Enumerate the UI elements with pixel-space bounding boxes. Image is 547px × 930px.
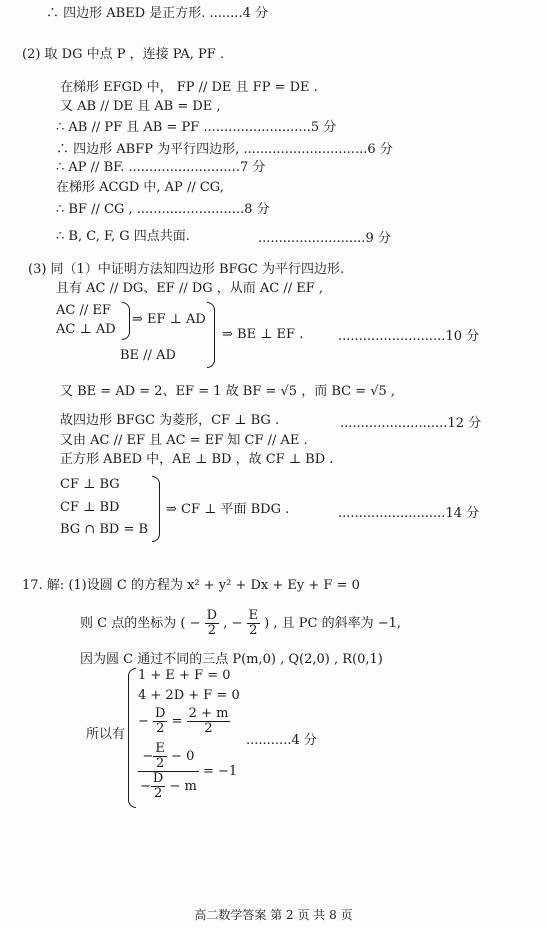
frac-den: 2 <box>156 721 165 736</box>
comma-minus: , − <box>223 616 243 631</box>
stmt-cf-perp-bg: CF ⊥ BG <box>60 477 120 492</box>
stmt-be-perp-ef: ⇒ BE ⊥ EF . <box>222 327 304 342</box>
frac-num: D <box>206 608 218 623</box>
fraction-e4-inner-num <box>153 742 167 771</box>
fraction-cy <box>247 609 261 638</box>
fraction-e4-inner-den <box>151 772 165 801</box>
stmt-cf-perp-bd: CF ⊥ BD <box>60 500 120 515</box>
line-lengths: 又 BE = AD = 2、EF = 1 故 BF = √5 ，而 BC = √5 , <box>60 384 396 399</box>
part2-heading: (2) 取 DG 中点 P ，连接 PA, PF . <box>22 47 225 62</box>
minus-sign: − <box>189 616 201 631</box>
line-square-abed: 正方形 ABED 中，AE ⊥ BD ，故 CF ⊥ BD . <box>60 452 334 467</box>
score-4-part17: ...........4 分 <box>246 733 317 748</box>
problem17-heading: 17. 解: (1)设圆 C 的方程为 x² + y² + Dx + Ey + F = 0 <box>22 578 360 593</box>
stmt-ac-parallel-ef: AC // EF <box>56 303 111 318</box>
frac-num: E <box>248 608 258 623</box>
inner-right-brace <box>122 302 130 340</box>
fraction-cx <box>205 609 219 638</box>
line-trapezoid-efgd: 在梯形 EFGD 中， FP // DE 且 FP = DE . <box>60 80 318 95</box>
line-abed-square: ∴ 四边形 ABED 是正方形. ........4 分 <box>46 6 268 21</box>
line-ac-ef: 且有 AC // DG、EF // DG ，从而 AC // EF , <box>56 281 324 296</box>
stmt-ef-perp-ad: ⇒ EF ⊥ AD <box>132 312 206 327</box>
frac-num: − $\frac{E}{2}$ − 0 <box>138 742 199 772</box>
line-ab-de: 又 AB // DE 且 AB = DE , <box>60 99 221 114</box>
frac-num: D <box>155 706 166 721</box>
frac-den: 2 <box>153 786 163 801</box>
line-bf-cg: ∴ BF // CG , ..........................8 分 <box>56 202 270 217</box>
line-ab-pf: ∴ AB // PF 且 AB = PF ..........................5 分 <box>56 120 337 135</box>
line-abfp-parallelogram: ∴ 四边形 ABFP 为平行四边形, ..............................6 分 <box>56 142 393 157</box>
fraction-e3-left <box>153 707 167 736</box>
frac-tail: − m <box>169 779 197 794</box>
line-cf-ae: 又由 AC // EF 且 AC = EF 知 CF // AE . <box>60 433 308 448</box>
fraction-e4-outer <box>138 742 199 801</box>
stmt-cf-perp-plane: ⇒ CF ⊥ 平面 BDG . <box>166 502 290 517</box>
frac-den: − $\frac{D}{2}$ − m <box>140 771 197 801</box>
stmt-bg-cap-bd: BG ∩ BD = B <box>60 522 149 537</box>
center-coords-prefix: 则 C 点的坐标为 ( <box>80 616 186 631</box>
frac-den: 2 <box>204 721 213 736</box>
line-three-points: 因为圆 C 通过不同的三点 P(m,0) , Q(2,0) , R(0,1) <box>80 652 383 667</box>
part3-heading: (3) 同（1）中证明方法知四边形 BFGC 为平行四边形. <box>28 262 345 277</box>
frac-num: 2 + m <box>188 706 229 721</box>
frac-den: 2 <box>156 756 165 771</box>
page-footer: 高二数学答案 第 2 页 共 8 页 <box>194 908 353 922</box>
equation-4-rhs: = −1 <box>202 764 238 779</box>
score-12: ..........................12 分 <box>340 416 482 431</box>
line-ap-bf: ∴ AP // BF. ...........................7 分 <box>56 160 266 175</box>
line-trapezoid-acgd: 在梯形 ACGD 中, AP // CG, <box>56 180 224 195</box>
line-coplanar: ∴ B, C, F, G 四点共面. <box>56 229 190 244</box>
system-left-brace <box>128 668 136 808</box>
frac-num: E <box>155 741 165 756</box>
center-coords-suffix: ) , 且 PC 的斜率为 −1, <box>264 616 401 631</box>
minus-sign: − <box>138 714 149 729</box>
stmt-ac-perp-ad: AC ⊥ AD <box>56 322 116 337</box>
score-14: ..........................14 分 <box>338 506 480 521</box>
equation-1: 1 + E + F = 0 <box>138 668 231 683</box>
fraction-e3-right <box>187 707 231 736</box>
frac-den: 2 <box>249 623 258 638</box>
equation-2: 4 + 2D + F = 0 <box>138 688 240 703</box>
outer-right-brace <box>207 302 215 368</box>
score-10: ..........................10 分 <box>338 329 480 344</box>
frac-tail: − 0 <box>171 749 195 764</box>
conclusion-right-brace <box>152 476 160 542</box>
equation-3 <box>138 705 230 739</box>
frac-num: D <box>152 771 164 786</box>
stmt-be-parallel-ad: BE // AD <box>120 348 176 363</box>
line-rhombus: 故四边形 BFGC 为菱形，CF ⊥ BG . <box>60 413 280 428</box>
equals-sign: = <box>171 714 183 729</box>
equation-4 <box>138 742 237 804</box>
frac-den: 2 <box>207 623 216 638</box>
system-label: 所以有 <box>86 727 126 742</box>
line-center-coords <box>80 606 401 642</box>
score-9: ..........................9 分 <box>258 231 391 246</box>
